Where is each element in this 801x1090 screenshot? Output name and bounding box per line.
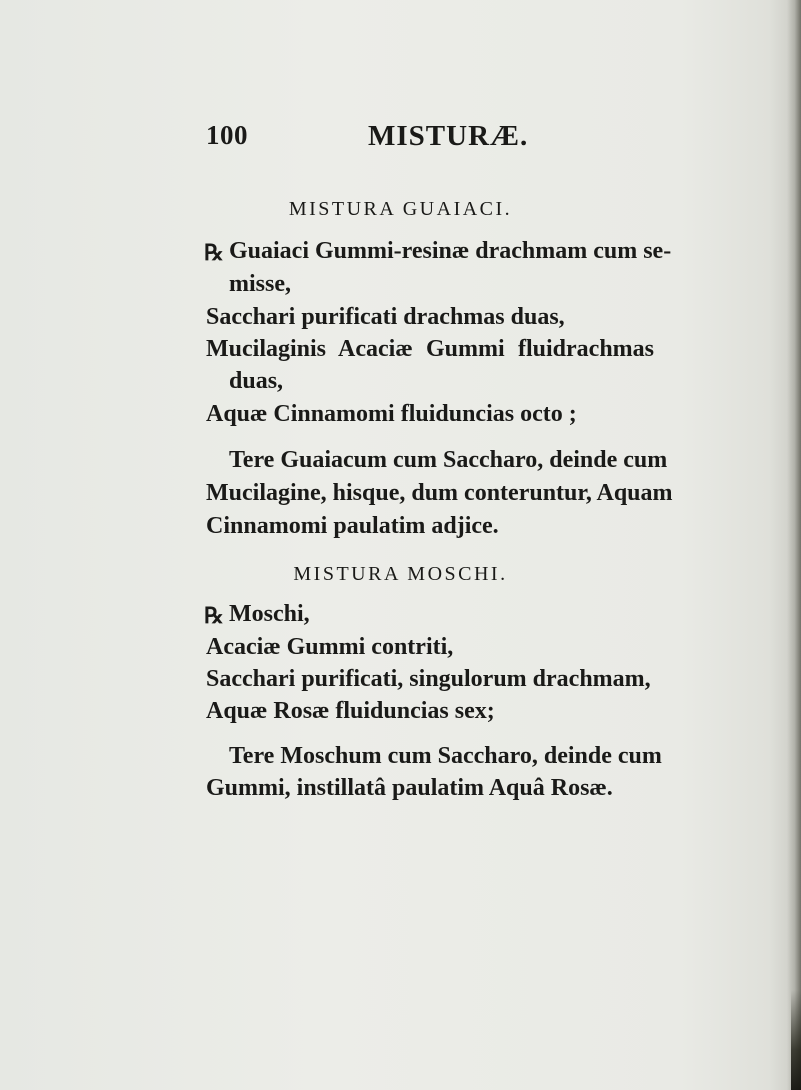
page-number: 100	[206, 120, 248, 150]
ingredient-line: duas,	[229, 368, 284, 394]
direction-line: Tere Moschum cum Saccharo, deinde cum	[229, 743, 662, 769]
recipe-sign-1: ℞	[204, 240, 224, 265]
direction-line: Mucilagine, hisque, dum conteruntur, Aquam	[206, 480, 673, 506]
ingredient-line: Sacchari purificati drachmas duas,	[206, 304, 565, 330]
page-edge-shadow	[787, 0, 801, 1090]
running-head	[206, 120, 606, 160]
page-edge-dark	[791, 990, 801, 1090]
ingredient-line: Aquæ Cinnamomi fluiduncias octo ;	[206, 401, 577, 427]
ingredient-line: Moschi,	[229, 601, 310, 627]
ingredient-line: Mucilaginis Acaciæ Gummi fluidrachmas	[206, 336, 654, 362]
ingredient-line: Acaciæ Gummi contriti,	[206, 634, 454, 660]
ingredient-line: Guaiaci Gummi-resinæ drachmam cum se-	[229, 238, 672, 264]
ingredient-line: misse,	[229, 271, 291, 297]
direction-line: Cinnamomi paulatim adjice.	[206, 513, 499, 539]
ingredient-line: Aquæ Rosæ fluiduncias sex;	[206, 698, 495, 724]
recipe-sign-2: ℞	[204, 603, 224, 628]
direction-line: Tere Guaiacum cum Saccharo, deinde cum	[229, 447, 668, 473]
section-heading-guaiaci: MISTURA GUAIACI.	[288, 198, 513, 220]
direction-line: Gummi, instillatâ paulatim Aquâ Rosæ.	[206, 775, 613, 801]
section-heading-moschi: MISTURA MOSCHI.	[293, 563, 508, 585]
running-title: MISTURÆ.	[368, 120, 529, 152]
ingredient-line: Sacchari purificati, singulorum drachmam,	[206, 666, 651, 692]
